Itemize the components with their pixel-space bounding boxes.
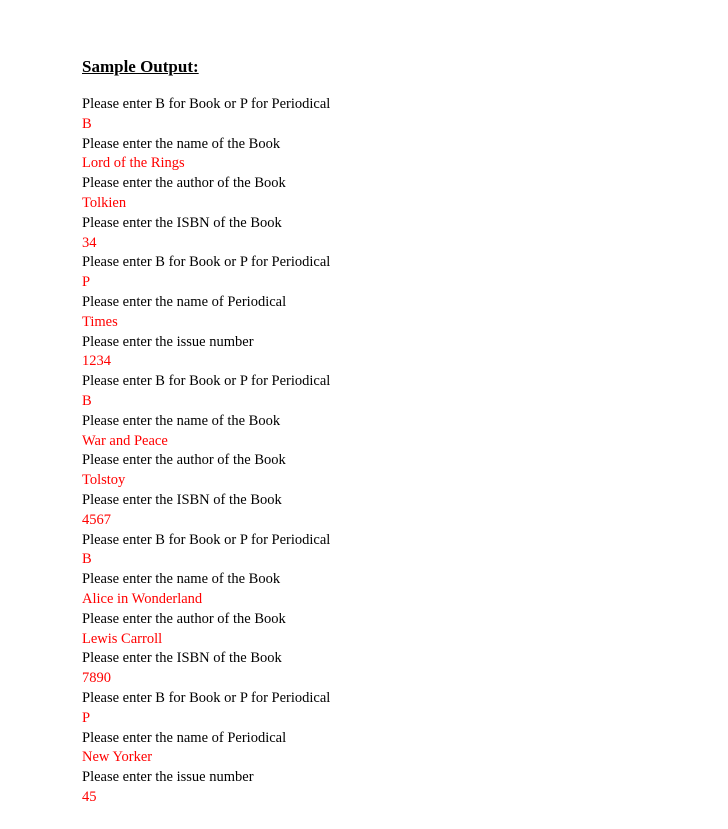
user-input-line: 45 [82,788,97,805]
prompt-line: Please enter the issue number [82,769,254,786]
prompt-line: Please enter the ISBN of the Book [82,214,282,231]
user-input-line: Lewis Carroll [82,630,163,647]
user-input-line: Lord of the Rings [82,155,185,172]
user-input-line: 34 [82,234,97,251]
prompt-line: Please enter the ISBN of the Book [82,491,282,508]
prompt-line: Please enter the ISBN of the Book [82,650,282,667]
user-input-line: Tolstoy [82,472,126,489]
prompt-line: Please enter the name of the Book [82,135,281,152]
prompt-line: Please enter B for Book or P for Periodical [82,96,331,112]
user-input-line: Alice in Wonderland [82,590,203,607]
prompt-line: Please enter the author of the Book [82,175,286,192]
user-input-line: Times [82,313,118,330]
document-page [82,56,682,808]
user-input-line: P [82,274,91,291]
user-input-line: B [82,115,92,132]
prompt-line: Please enter B for Book or P for Periodical [82,254,331,271]
prompt-line: Please enter B for Book or P for Periodical [82,531,331,548]
user-input-line: B [82,551,92,568]
prompt-line: Please enter the name of the Book [82,571,281,588]
prompt-line: Please enter the author of the Book [82,452,286,469]
user-input-line: Tolkien [82,194,127,211]
prompt-line: Please enter the name of the Book [82,412,281,429]
user-input-line: 1234 [82,353,111,370]
user-input-line: 7890 [82,670,111,687]
user-input-line: New Yorker [82,749,153,766]
user-input-line: War and Peace [82,432,168,449]
user-input-line: P [82,709,91,726]
prompt-line: Please enter the name of Periodical [82,293,287,310]
output-transcript [82,95,682,808]
prompt-line: Please enter the name of Periodical [82,729,287,746]
prompt-line: Please enter the author of the Book [82,610,286,627]
prompt-line: Please enter the issue number [82,333,254,350]
prompt-line: Please enter B for Book or P for Periodical [82,689,331,706]
sample-output-heading: Sample Output: [82,57,199,76]
user-input-line: B [82,392,92,409]
user-input-line: 4567 [82,511,111,528]
prompt-line: Please enter B for Book or P for Periodical [82,373,331,390]
